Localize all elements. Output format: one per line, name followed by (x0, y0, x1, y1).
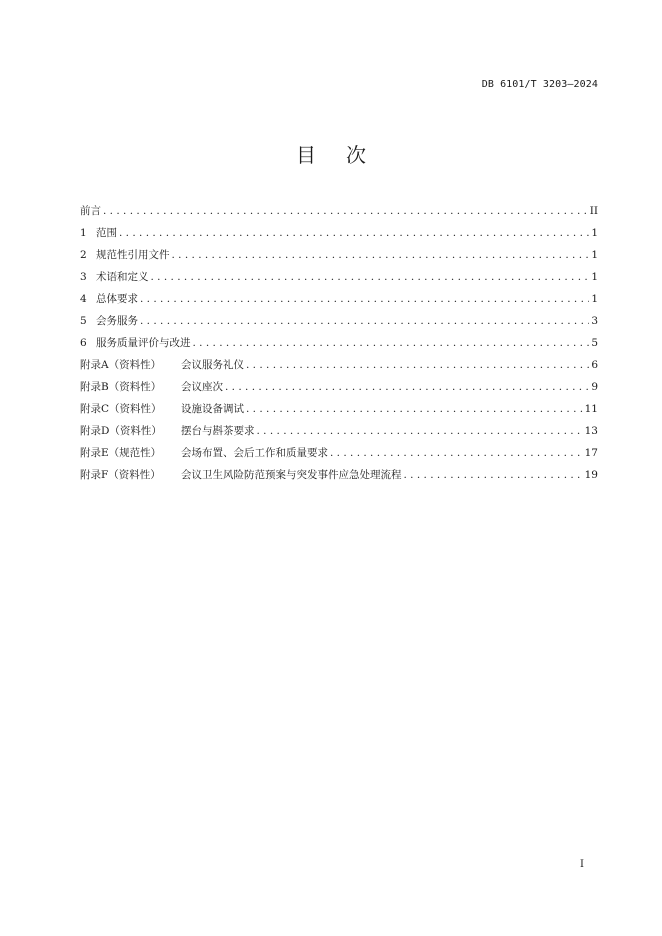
dot-leader (172, 244, 590, 266)
standard-code: DB 6101/T 3203—2024 (481, 79, 598, 90)
appendix-prefix: 附录E（规范性） (80, 447, 162, 459)
toc-entry-page: 11 (584, 403, 598, 415)
toc-entry-number: 6 (80, 337, 87, 349)
toc-entry-page: 13 (584, 425, 598, 437)
toc-entry-number: 2 (80, 249, 87, 261)
toc-entry-label: 会议座次 (181, 381, 223, 393)
toc-entry-page: 1 (591, 249, 598, 261)
toc-entry-label: 前言 (80, 205, 101, 217)
toc-entry-page: 19 (584, 469, 598, 481)
toc-entry-page: 3 (591, 315, 598, 327)
toc-entry-label: 会议卫生风险防范预案与突发事件应急处理流程 (181, 469, 402, 481)
toc-entry-number: 3 (80, 271, 87, 283)
toc-entry-appendix-d[interactable] (80, 420, 598, 442)
dot-leader (246, 398, 583, 420)
table-of-contents (80, 200, 598, 486)
appendix-prefix: 附录B（资料性） (80, 381, 162, 393)
toc-entry-page: 5 (591, 337, 598, 349)
appendix-prefix: 附录D（资料性） (80, 425, 162, 437)
dot-leader (151, 266, 590, 288)
toc-entry-label: 设施设备调试 (181, 403, 244, 415)
toc-entry-page: 1 (591, 271, 598, 283)
toc-entry-page: 6 (591, 359, 598, 371)
toc-entry-label: 服务质量评价与改进 (96, 337, 191, 349)
dot-leader (225, 376, 589, 398)
toc-entry-appendix-c[interactable] (80, 398, 598, 420)
dot-leader (140, 288, 589, 310)
toc-entry-preface[interactable] (80, 200, 598, 222)
dot-leader (246, 354, 589, 376)
toc-entry-quality-evaluation[interactable] (80, 332, 598, 354)
dot-leader (404, 464, 583, 486)
dot-leader (119, 222, 589, 244)
toc-entry-appendix-b[interactable] (80, 376, 598, 398)
toc-entry-normative-references[interactable] (80, 244, 598, 266)
dot-leader (140, 310, 589, 332)
toc-entry-general-requirements[interactable] (80, 288, 598, 310)
appendix-prefix: 附录C（资料性） (80, 403, 162, 415)
toc-entry-label: 规范性引用文件 (96, 249, 170, 261)
toc-entry-label: 总体要求 (96, 293, 138, 305)
toc-entry-page: II (589, 205, 598, 217)
appendix-prefix: 附录F（资料性） (80, 469, 161, 481)
toc-entry-appendix-e[interactable] (80, 442, 598, 464)
dot-leader (330, 442, 583, 464)
page-number: I (580, 859, 584, 870)
toc-entry-label: 会场布置、会后工作和质量要求 (181, 447, 328, 459)
dot-leader (193, 332, 590, 354)
toc-entry-page: 9 (591, 381, 598, 393)
toc-entry-page: 17 (584, 447, 598, 459)
toc-entry-number: 4 (80, 293, 87, 305)
toc-entry-label: 术语和定义 (96, 271, 149, 283)
toc-entry-label: 会务服务 (96, 315, 138, 327)
toc-entry-appendix-f[interactable] (80, 464, 598, 486)
toc-entry-scope[interactable] (80, 222, 598, 244)
page-title: 目次 (296, 143, 396, 167)
appendix-prefix: 附录A（资料性） (80, 359, 162, 371)
toc-entry-terms-definitions[interactable] (80, 266, 598, 288)
dot-leader (257, 420, 583, 442)
toc-entry-page: 1 (591, 293, 598, 305)
toc-entry-number: 1 (80, 227, 87, 239)
toc-entry-label: 会议服务礼仪 (181, 359, 244, 371)
dot-leader (103, 200, 588, 222)
toc-entry-number: 5 (80, 315, 87, 327)
toc-entry-page: 1 (591, 227, 598, 239)
toc-entry-appendix-a[interactable] (80, 354, 598, 376)
toc-entry-label: 范围 (96, 227, 117, 239)
toc-entry-conference-services[interactable] (80, 310, 598, 332)
toc-entry-label: 摆台与斟茶要求 (181, 425, 255, 437)
